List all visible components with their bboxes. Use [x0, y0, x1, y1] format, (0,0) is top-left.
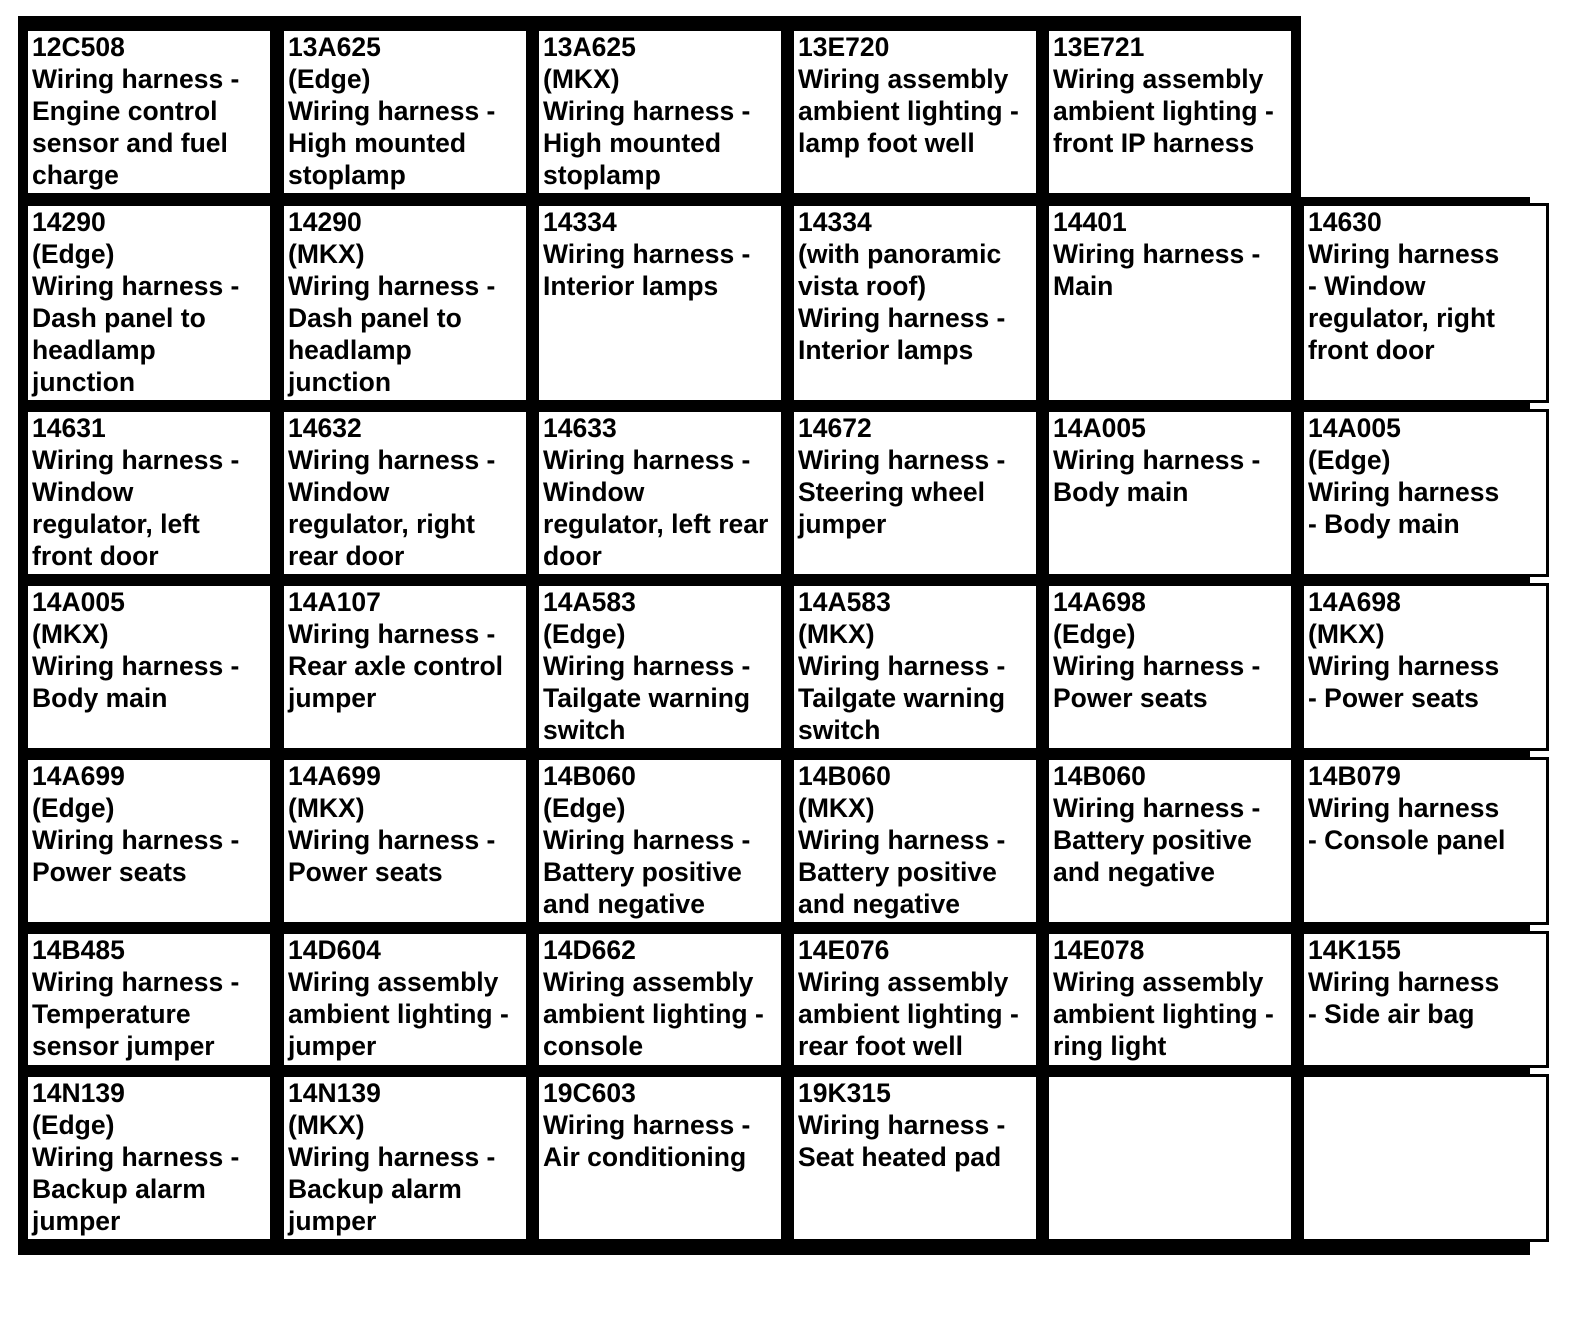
- table-cell: 14E076 Wiring assembly ambient lighting - rear foot well: [791, 931, 1039, 1068]
- table-cell: 14A005 (Edge) Wiring harness - Body main: [1301, 409, 1549, 577]
- table-cell: 14D604 Wiring assembly ambient lighting - jumper: [281, 931, 529, 1068]
- table-cell: 14D662 Wiring assembly ambient lighting - console: [536, 931, 784, 1068]
- table-cell: 14B079 Wiring harness - Console panel: [1301, 757, 1549, 925]
- table-cell: 14A107 Wiring harness - Rear axle control jumper: [281, 583, 529, 751]
- table-cell: 14632 Wiring harness - Window regulator, right rear door: [281, 409, 529, 577]
- table-cell: 14A698 (Edge) Wiring harness - Power seats: [1046, 583, 1294, 751]
- table-cell: 14290 (MKX) Wiring harness - Dash panel to headlamp junction: [281, 203, 529, 403]
- table-cell: 14334 (with panoramic vista roof) Wiring harness - Interior lamps: [791, 203, 1039, 403]
- table-cell: 14B485 Wiring harness - Temperature sensor jumper: [25, 931, 273, 1068]
- table-cell: 14N139 (MKX) Wiring harness - Backup alarm jumper: [281, 1074, 529, 1242]
- table-cell: 14K155 Wiring harness - Side air bag: [1301, 931, 1549, 1068]
- table-cell: 14672 Wiring harness - Steering wheel jumper: [791, 409, 1039, 577]
- table-cell: 19K315 Wiring harness - Seat heated pad: [791, 1074, 1039, 1242]
- table-cell: 19C603 Wiring harness - Air conditioning: [536, 1074, 784, 1242]
- table-cell: 13E720 Wiring assembly ambient lighting - lamp foot well: [791, 28, 1039, 196]
- table-cell: 13A625 (Edge) Wiring harness - High mounted stoplamp: [281, 28, 529, 196]
- table-cell: 14633 Wiring harness - Window regulator, left rear door: [536, 409, 784, 577]
- table-cell: 14A583 (Edge) Wiring harness - Tailgate warning switch: [536, 583, 784, 751]
- table-cell: 14B060 (Edge) Wiring harness - Battery positive and negative: [536, 757, 784, 925]
- table-cell: 14A699 (MKX) Wiring harness - Power seats: [281, 757, 529, 925]
- table-cell: 12C508 Wiring harness - Engine control sensor and fuel charge: [25, 28, 273, 196]
- table-cell: 13A625 (MKX) Wiring harness - High mounted stoplamp: [536, 28, 784, 196]
- table-cell: 14A699 (Edge) Wiring harness - Power seats: [25, 757, 273, 925]
- table-cell: 14B060 Wiring harness - Battery positive and negative: [1046, 757, 1294, 925]
- table-cell: 14E078 Wiring assembly ambient lighting - ring light: [1046, 931, 1294, 1068]
- table-cell: 13E721 Wiring assembly ambient lighting - front IP harness: [1046, 28, 1294, 196]
- table-cell: 14A698 (MKX) Wiring harness - Power seats: [1301, 583, 1549, 751]
- table-cell: 14B060 (MKX) Wiring harness - Battery positive and negative: [791, 757, 1039, 925]
- table-cell: 14290 (Edge) Wiring harness - Dash panel to headlamp junction: [25, 203, 273, 403]
- table-cell: 14334 Wiring harness - Interior lamps: [536, 203, 784, 403]
- table-cell: 14A583 (MKX) Wiring harness - Tailgate warning switch: [791, 583, 1039, 751]
- table-cell: [1301, 1074, 1549, 1242]
- table-cell: 14N139 (Edge) Wiring harness - Backup alarm jumper: [25, 1074, 273, 1242]
- table-cell: [1046, 1074, 1294, 1242]
- table-cell: 14631 Wiring harness - Window regulator, left front door: [25, 409, 273, 577]
- table-cell: 14A005 Wiring harness - Body main: [1046, 409, 1294, 577]
- table-cell: 14A005 (MKX) Wiring harness - Body main: [25, 583, 273, 751]
- table-cell: 14630 Wiring harness - Window regulator, right front door: [1301, 203, 1549, 403]
- table-cell: 14401 Wiring harness - Main: [1046, 203, 1294, 403]
